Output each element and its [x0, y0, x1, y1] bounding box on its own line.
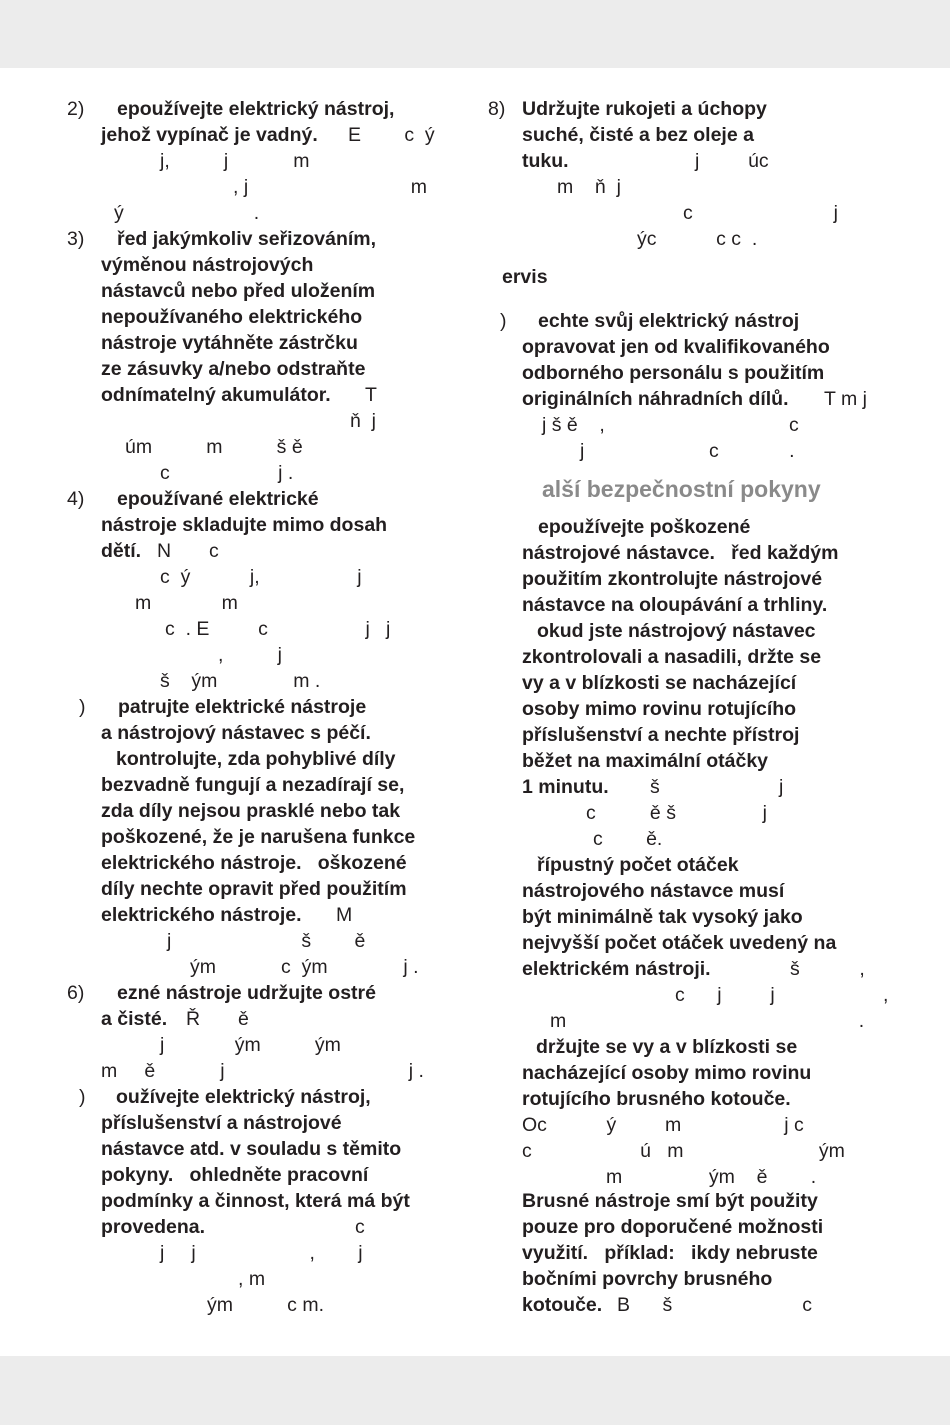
left-text-line: a nástrojový nástavec s péčí.: [101, 722, 371, 744]
right-b-text-line: nacházející osoby mimo rovinu: [522, 1062, 812, 1084]
left-text-line: ezné nástroje udržujte ostré: [117, 982, 376, 1004]
right-b-text-line: š ,: [790, 958, 865, 980]
right-text-line: echte svůj elektrický nástroj: [538, 310, 800, 332]
right-b-text-line: š j: [650, 776, 784, 798]
right-b-text-line: zkontrolovali a nasadili, držte se: [522, 646, 822, 668]
left-text-line: příslušenství a nástrojové: [101, 1112, 342, 1134]
left-text-line: m m: [135, 592, 238, 614]
right-b-text-line: c j j ,: [675, 984, 889, 1006]
left-text-line: j ým ým: [160, 1034, 341, 1056]
left-text-line: , j m: [233, 176, 427, 198]
left-text-line: 6): [67, 982, 85, 1004]
left-text-line: dětí.: [101, 540, 142, 562]
right-b-text-line: použitím zkontrolujte nástrojové: [522, 568, 823, 590]
left-text-line: podmínky a činnost, která má být: [101, 1190, 410, 1212]
right-text-line: 8): [488, 98, 506, 120]
left-text-line: epoužívejte elektrický nástroj,: [117, 98, 395, 120]
left-text-line: N c: [157, 540, 219, 562]
right-text-line: j š ě , c: [542, 414, 799, 436]
right-b-text-line: nástavce na oloupávání a trhliny.: [522, 594, 828, 616]
left-text-line: nepoužívaného elektrického: [101, 306, 363, 328]
right-text-line: opravovat jen od kvalifikovaného: [522, 336, 830, 358]
right-text-line: ýc c c .: [637, 228, 758, 250]
right-b-text-line: nástrojového nástavce musí: [522, 880, 785, 902]
right-text-line: c j: [683, 202, 838, 224]
left-text-line: ): [79, 1086, 86, 1108]
manual-page: [0, 68, 950, 1356]
right-b-text-line: řípustný počet otáček: [537, 854, 739, 876]
left-text-line: 4): [67, 488, 85, 510]
left-text-line: ý .: [114, 202, 260, 224]
left-text-line: E c ý: [348, 124, 435, 146]
left-text-line: , j: [218, 644, 282, 666]
right-text-line: Brusné nástroje smí být použity: [522, 1190, 818, 1212]
left-text-line: 3): [67, 228, 85, 250]
right-text-line: suché, čisté a bez oleje a: [522, 124, 754, 146]
right-b-text-line: epoužívejte poškozené: [538, 516, 751, 538]
left-text-line: š ým m .: [160, 670, 321, 692]
right-b-text-line: c ú m ým: [522, 1140, 845, 1162]
left-text-line: c . E c j j: [165, 618, 391, 640]
right-b-text-line: být minimálně tak vysoký jako: [522, 906, 803, 928]
right-b-text-line: nástrojové nástavce. řed každým: [522, 542, 839, 564]
left-text-line: oužívejte elektrický nástroj,: [116, 1086, 371, 1108]
left-text-line: ým c m.: [207, 1294, 324, 1316]
left-text-line: řed jakýmkoliv seřizováním,: [117, 228, 377, 250]
right-text-line: Udržujte rukojeti a úchopy: [522, 98, 767, 120]
right-b-text-line: příslušenství a nechte přístroj: [522, 724, 800, 746]
left-text-line: úm m š ě: [125, 436, 303, 458]
left-text-line: c j .: [160, 462, 294, 484]
left-text-line: ň j: [350, 410, 377, 432]
left-text-line: Ř ě: [186, 1008, 249, 1030]
right-text-line: tuku.: [522, 150, 569, 172]
right-text-line: m ň j: [557, 176, 621, 198]
left-text-line: díly nechte opravit před použitím: [101, 878, 407, 900]
left-text-line: provedena.: [101, 1216, 206, 1238]
right-b-text-line: c ě.: [593, 828, 663, 850]
right-b-text-line: osoby mimo rovinu rotujícího: [522, 698, 797, 720]
right-b-text-line: okud jste nástrojový nástavec: [537, 620, 816, 642]
left-text-line: j š ě: [167, 930, 366, 952]
right-text-line: kotouče.: [522, 1294, 603, 1316]
right-text-line: j úc: [695, 150, 769, 172]
left-text-line: nástavce atd. v souladu s těmito: [101, 1138, 402, 1160]
left-text-line: odnímatelný akumulátor.: [101, 384, 331, 406]
right-text-line: bočními povrchy brusného: [522, 1268, 773, 1290]
right-b-text-line: elektrickém nástroji.: [522, 958, 711, 980]
left-text-line: pokyny. ohledněte pracovní: [101, 1164, 369, 1186]
left-text-line: zda díly nejsou prasklé nebo tak: [101, 800, 401, 822]
left-text-line: výměnou nástrojových: [101, 254, 314, 276]
right-b-text-line: běžet na maximální otáčky: [522, 750, 769, 772]
right-text-line: j c .: [580, 440, 795, 462]
right-b-text-line: nejvyšší počet otáček uvedený na: [522, 932, 837, 954]
left-text-line: nástroje vytáhněte zástrčku: [101, 332, 358, 354]
right-b-text-line: 1 minutu.: [522, 776, 609, 798]
right-b-text-line: vy a v blízkosti se nacházející: [522, 672, 797, 694]
left-text-line: epoužívané elektrické: [117, 488, 319, 510]
right-text-line: B š c: [617, 1294, 813, 1316]
section-heading: alší bezpečnostní pokyny: [542, 476, 821, 502]
right-b-text-line: držujte se vy a v blízkosti se: [536, 1036, 798, 1058]
left-text-line: T: [365, 384, 377, 406]
left-text-line: bezvadně fungují a nezadírají se,: [101, 774, 405, 796]
right-text-line: pouze pro doporučené možnosti: [522, 1216, 824, 1238]
right-b-text-line: rotujícího brusného kotouče.: [522, 1088, 791, 1110]
left-text-line: ze zásuvky a/nebo odstraňte: [101, 358, 366, 380]
right-text-line: ervis: [502, 266, 548, 288]
left-text-line: j, j m: [160, 150, 310, 172]
left-text-line: ): [79, 696, 86, 718]
right-b-text-line: m .: [550, 1010, 865, 1032]
left-text-line: c: [355, 1216, 365, 1238]
right-text-line: ): [500, 310, 507, 332]
left-text-line: ým c ým j .: [190, 956, 419, 978]
left-text-line: elektrického nástroje. oškozené: [101, 852, 407, 874]
left-text-line: kontrolujte, zda pohyblivé díly: [116, 748, 396, 770]
left-text-line: a čisté.: [101, 1008, 168, 1030]
right-b-text-line: m ým ě .: [606, 1166, 817, 1188]
right-text-line: originálních náhradních dílů.: [522, 388, 789, 410]
left-text-line: m ě j j .: [101, 1060, 424, 1082]
right-b-text-line: Oc ý m j c: [522, 1114, 804, 1136]
left-text-line: patrujte elektrické nástroje: [118, 696, 367, 718]
right-text-line: využití. příklad: ikdy nebruste: [522, 1242, 818, 1264]
right-b-text-line: c ě š j: [586, 802, 767, 824]
left-text-line: 2): [67, 98, 85, 120]
left-text-line: nástavců nebo před uložením: [101, 280, 376, 302]
left-text-line: jehož vypínač je vadný.: [101, 124, 318, 146]
left-text-line: elektrického nástroje.: [101, 904, 302, 926]
right-text-line: T m j: [824, 388, 867, 410]
right-text-line: odborného personálu s použitím: [522, 362, 825, 384]
left-text-line: M: [336, 904, 353, 926]
left-text-line: nástroje skladujte mimo dosah: [101, 514, 388, 536]
left-text-line: poškozené, že je narušena funkce: [101, 826, 416, 848]
left-text-line: c ý j, j: [160, 566, 362, 588]
left-text-line: j j , j: [160, 1242, 363, 1264]
left-text-line: , m: [238, 1268, 266, 1290]
